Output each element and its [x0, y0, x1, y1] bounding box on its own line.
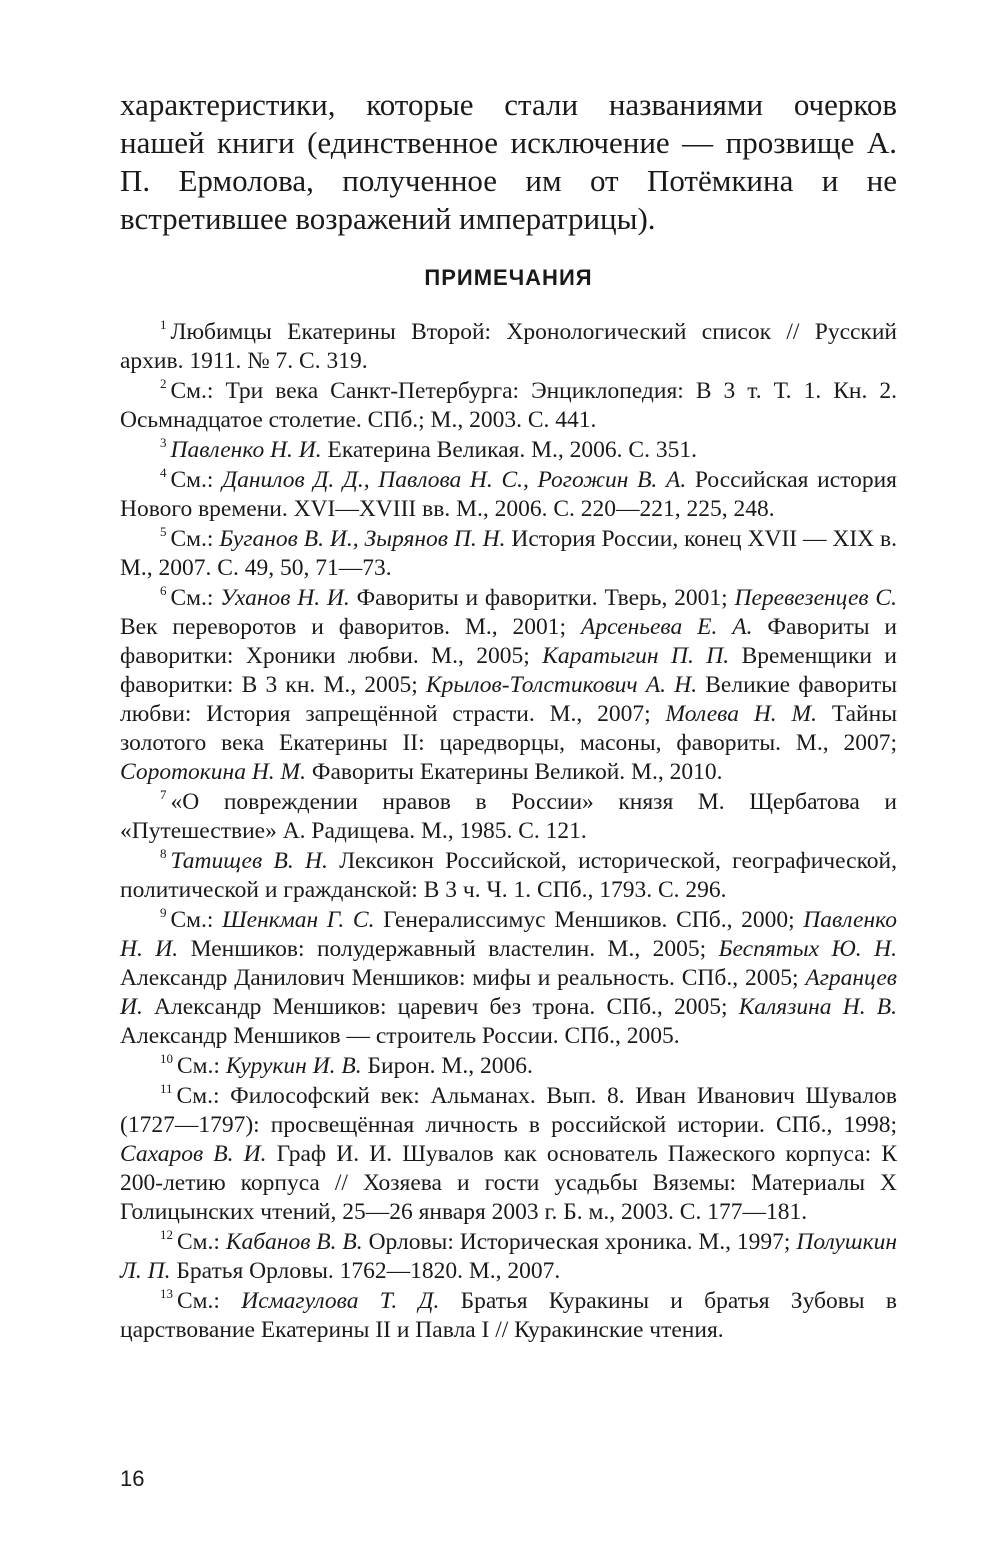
- note-author: Курукин И. В.: [225, 1053, 362, 1079]
- note-author: Молева Н. М.: [665, 701, 817, 727]
- note-text: См.: Три века Санкт-Петербурга: Энциклопедия: В 3 т. Т. 1. Кн. 2. Осьмнадцатое столетие. СПб.; М., 2003. С. 441.: [120, 378, 897, 433]
- notes-list: [120, 318, 897, 1346]
- note-item: [120, 436, 897, 465]
- note-author: Беспятых Ю. Н.: [718, 936, 897, 962]
- note-author: Кабанов В. В.: [225, 1229, 363, 1255]
- note-item: [120, 466, 897, 524]
- note-text: Любимцы Екатерины Второй: Хронологический список // Русский архив. 1911. № 7. С. 319.: [120, 319, 897, 374]
- note-text: Екатерина Великая. М., 2006. С. 351.: [321, 437, 697, 463]
- note-text: Александр Данилович Меншиков: мифы и реальность. СПб., 2005;: [120, 965, 806, 991]
- note-text: См.:: [170, 526, 220, 552]
- note-number: 8: [160, 846, 167, 862]
- note-author: Уханов Н. И.: [220, 585, 350, 611]
- note-text: См.:: [177, 1053, 226, 1079]
- note-text: Фавориты и фаворитки: Хроники любви. М., 2005;: [120, 614, 897, 669]
- note-item: [120, 584, 897, 787]
- note-number: 2: [160, 376, 167, 392]
- note-item: [120, 847, 897, 905]
- note-text: Фавориты и фаворитки. Тверь, 2001;: [349, 585, 735, 611]
- note-text: Тайны золотого века Екатерины II: царедворцы, масоны, фавориты. М., 2007;: [120, 701, 897, 756]
- note-text: Братья Куракины и братья Зубовы в царствование Екатерины II и Павла I // Куракинские чтения.: [120, 1288, 897, 1343]
- note-text: Орловы: Историческая хроника. М., 1997;: [362, 1229, 797, 1255]
- note-author: Татищев В. Н.: [170, 848, 328, 874]
- note-number: 12: [160, 1227, 173, 1243]
- note-text: Век переворотов и фаворитов. М., 2001;: [120, 614, 581, 640]
- note-text: Временщики и фаворитки: В 3 кн. М., 2005;: [120, 643, 897, 698]
- note-author: Соротокина Н. М.: [120, 759, 307, 785]
- note-item: [120, 377, 897, 435]
- note-text: Братья Орловы. 1762—1820. М., 2007.: [170, 1258, 561, 1284]
- note-item: [120, 1052, 897, 1081]
- note-author: Агранцев И.: [120, 965, 897, 1020]
- note-author: Шенкман Г. С.: [222, 907, 375, 933]
- note-text: См.: Философский век: Альманах. Вып. 8. Иван Иванович Шувалов (1727—1797): просвещённая личность в российской истории. СПб., 1998;: [120, 1083, 897, 1138]
- note-text: Российская история Нового времени. XVI—XVIII вв. М., 2006. С. 220—221, 225, 248.: [120, 467, 897, 522]
- note-author: Перевезенцев С.: [734, 585, 897, 611]
- note-item: [120, 1082, 897, 1227]
- note-author: Крылов-Толстикович А. Н.: [425, 672, 698, 698]
- note-author: Калязина Н. В.: [738, 994, 897, 1020]
- note-number: 13: [160, 1286, 173, 1302]
- note-item: [120, 906, 897, 1051]
- note-text: Лексикон Российской, исторической, географической, политической и гражданской: В 3 ч. Ч. 1. СПб., 1793. С. 296.: [120, 848, 897, 903]
- note-item: [120, 318, 897, 376]
- note-text: Граф И. И. Шувалов как основатель Пажеского корпуса: К 200-летию корпуса // Хозяева и гости усадьбы Вяземы: Материалы X Голицынских чтений, 25—26 января 2003 г. Б. м., 2003. С. 177—181.: [120, 1141, 898, 1225]
- note-number: 10: [160, 1051, 173, 1067]
- page-number: 16: [120, 1466, 145, 1491]
- note-author: Сахаров В. И.: [120, 1141, 267, 1167]
- note-text: Генералиссимус Меншиков. СПб., 2000;: [374, 907, 804, 933]
- note-item: [120, 525, 897, 583]
- note-number: 3: [160, 435, 167, 451]
- note-item: [120, 788, 897, 846]
- note-number: 7: [160, 787, 167, 803]
- note-text: См.:: [170, 907, 223, 933]
- note-text: Фавориты Екатерины Великой. М., 2010.: [306, 759, 723, 785]
- intro-paragraph: характеристики, которые стали названиями очерков нашей книги (единственное исключение — прозвище А. П. Ермолова, полученное им от Потёмкина и не встретившее возражений императрицы).: [120, 87, 897, 236]
- note-text: Александр Меншиков — строитель России. СПб., 2005.: [120, 1023, 680, 1049]
- note-number: 1: [160, 317, 167, 333]
- note-item: [120, 1287, 897, 1345]
- note-item: [120, 1228, 897, 1286]
- note-text: См.:: [170, 467, 223, 493]
- note-text: См.:: [170, 585, 221, 611]
- notes-heading: ПРИМЕЧАНИЯ: [424, 265, 593, 290]
- note-text: Меншиков: полудержавный властелин. М., 2005;: [178, 936, 719, 962]
- note-text: Бирон. М., 2006.: [361, 1053, 533, 1079]
- note-author: Данилов Д. Д., Павлова Н. С., Рогожин В. А.: [222, 467, 687, 493]
- note-number: 4: [160, 465, 167, 481]
- note-text: См.:: [177, 1229, 226, 1255]
- note-author: Исмагулова Т. Д.: [241, 1288, 440, 1314]
- note-text: Александр Меншиков: царевич без трона. СПб., 2005;: [142, 994, 739, 1020]
- note-number: 6: [160, 583, 167, 599]
- note-text: «О повреждении нравов в России» князя М. Щербатова и «Путешествие» А. Радищева. М., 1985. С. 121.: [120, 789, 897, 844]
- note-text: Великие фавориты любви: История запрещённой страсти. М., 2007;: [120, 672, 897, 727]
- note-author: Арсеньева Е. А.: [580, 614, 753, 640]
- note-number: 9: [160, 905, 167, 921]
- note-text: История России, конец XVII — XIX в. М., 2007. С. 49, 50, 71—73.: [120, 526, 898, 581]
- note-author: Павленко Н. И.: [170, 437, 322, 463]
- note-number: 11: [160, 1081, 173, 1097]
- note-number: 5: [160, 524, 167, 540]
- note-author: Каратыгин П. П.: [542, 643, 730, 669]
- note-author: Буганов В. И., Зырянов П. Н.: [219, 526, 506, 552]
- note-author: Павленко Н. И.: [120, 907, 897, 962]
- note-text: См.:: [177, 1288, 242, 1314]
- note-author: Полушкин Л. П.: [120, 1229, 898, 1284]
